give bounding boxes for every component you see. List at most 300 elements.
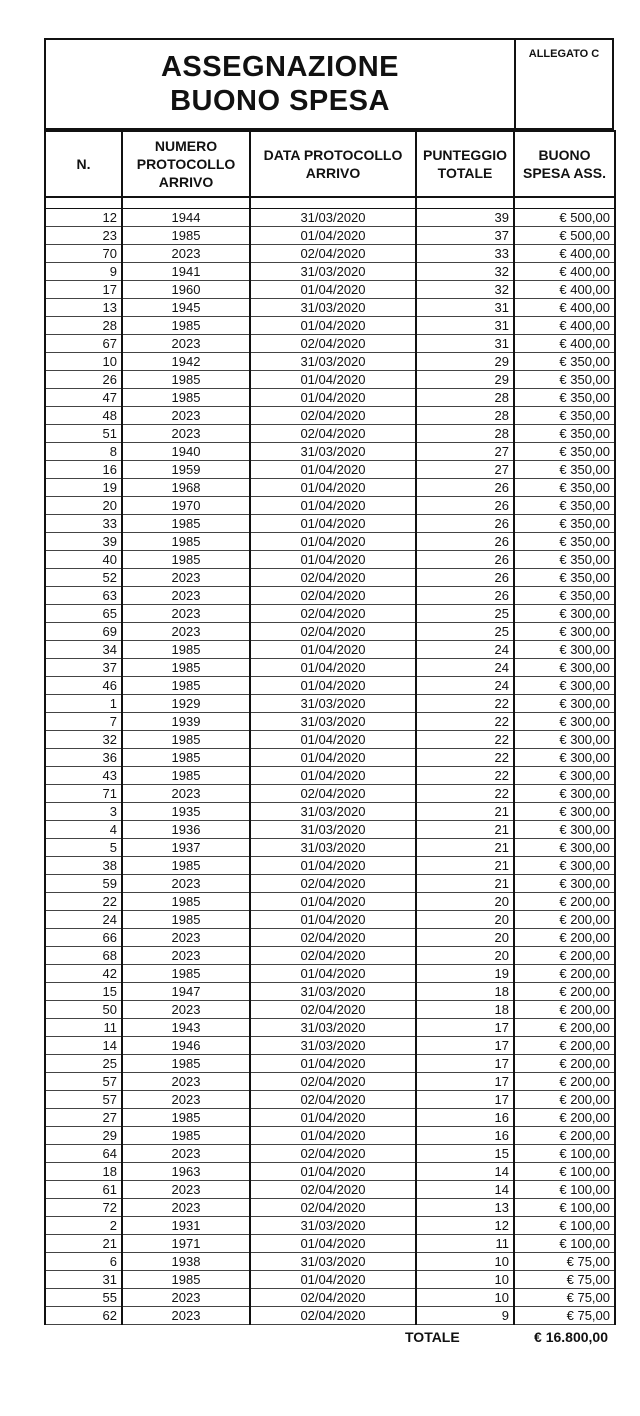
cell-data: 01/04/2020	[250, 731, 416, 749]
cell-n: 59	[45, 875, 122, 893]
cell-buono: € 350,00	[514, 533, 615, 551]
cell-protocollo: 2023	[122, 929, 250, 947]
cell-n: 18	[45, 1163, 122, 1181]
cell-n: 63	[45, 587, 122, 605]
cell-buono: € 200,00	[514, 1019, 615, 1037]
cell-protocollo: 1985	[122, 911, 250, 929]
cell-data: 31/03/2020	[250, 839, 416, 857]
table-row	[45, 677, 615, 695]
cell-data: 01/04/2020	[250, 749, 416, 767]
cell-data: 01/04/2020	[250, 389, 416, 407]
header-buono: BUONO SPESA ASS.	[514, 131, 615, 197]
table-row	[45, 1253, 615, 1271]
cell-data: 01/04/2020	[250, 893, 416, 911]
cell-n: 28	[45, 317, 122, 335]
allegato-label: ALLEGATO C	[528, 48, 600, 60]
cell-buono: € 75,00	[514, 1289, 615, 1307]
cell-buono: € 100,00	[514, 1217, 615, 1235]
cell-punteggio: 37	[416, 227, 514, 245]
header-protocollo: NUMERO PROTOCOLLO ARRIVO	[122, 131, 250, 197]
cell-buono: € 100,00	[514, 1145, 615, 1163]
cell-protocollo: 1985	[122, 1127, 250, 1145]
cell-n: 33	[45, 515, 122, 533]
table-row	[45, 821, 615, 839]
cell-punteggio: 24	[416, 677, 514, 695]
cell-data: 31/03/2020	[250, 1217, 416, 1235]
cell-protocollo: 1985	[122, 677, 250, 695]
cell-protocollo: 1985	[122, 551, 250, 569]
cell-protocollo: 1946	[122, 1037, 250, 1055]
table-row	[45, 281, 615, 299]
cell-buono: € 350,00	[514, 461, 615, 479]
cell-protocollo: 2023	[122, 1307, 250, 1325]
cell-punteggio: 22	[416, 749, 514, 767]
cell-n: 13	[45, 299, 122, 317]
table-row	[45, 947, 615, 965]
cell-punteggio: 17	[416, 1037, 514, 1055]
cell-data: 01/04/2020	[250, 1271, 416, 1289]
cell-n: 38	[45, 857, 122, 875]
cell-punteggio: 26	[416, 533, 514, 551]
cell-protocollo: 1960	[122, 281, 250, 299]
cell-punteggio: 25	[416, 623, 514, 641]
table-row	[45, 587, 615, 605]
title-box	[46, 40, 516, 128]
cell-protocollo: 2023	[122, 1091, 250, 1109]
cell-punteggio: 10	[416, 1289, 514, 1307]
cell-n: 70	[45, 245, 122, 263]
cell-buono: € 300,00	[514, 857, 615, 875]
cell-n: 3	[45, 803, 122, 821]
assegnazione-table	[44, 130, 616, 1325]
document-sheet	[44, 38, 614, 1345]
cell-buono: € 200,00	[514, 1001, 615, 1019]
cell-buono: € 400,00	[514, 299, 615, 317]
cell-punteggio: 29	[416, 371, 514, 389]
cell-n: 65	[45, 605, 122, 623]
cell-n: 7	[45, 713, 122, 731]
cell-protocollo: 1971	[122, 1235, 250, 1253]
cell-protocollo: 2023	[122, 1289, 250, 1307]
cell-n: 26	[45, 371, 122, 389]
cell-data: 01/04/2020	[250, 677, 416, 695]
cell-protocollo: 1929	[122, 695, 250, 713]
cell-buono: € 300,00	[514, 839, 615, 857]
cell-data: 01/04/2020	[250, 479, 416, 497]
table-row	[45, 407, 615, 425]
cell-protocollo: 2023	[122, 605, 250, 623]
cell-data: 31/03/2020	[250, 443, 416, 461]
cell-protocollo: 1985	[122, 1055, 250, 1073]
cell-protocollo: 1941	[122, 263, 250, 281]
table-row	[45, 893, 615, 911]
totale-value: € 16.800,00	[534, 1329, 608, 1345]
table-row	[45, 713, 615, 731]
cell-n: 40	[45, 551, 122, 569]
table-row	[45, 695, 615, 713]
cell-punteggio: 32	[416, 263, 514, 281]
table-row	[45, 875, 615, 893]
cell-data: 01/04/2020	[250, 641, 416, 659]
cell-protocollo: 1942	[122, 353, 250, 371]
cell-n: 55	[45, 1289, 122, 1307]
cell-punteggio: 20	[416, 929, 514, 947]
cell-n: 12	[45, 209, 122, 227]
cell-punteggio: 22	[416, 713, 514, 731]
totale-row	[44, 1329, 614, 1345]
table-row	[45, 569, 615, 587]
cell-buono: € 500,00	[514, 227, 615, 245]
cell-buono: € 350,00	[514, 407, 615, 425]
cell-punteggio: 28	[416, 389, 514, 407]
cell-data: 01/04/2020	[250, 551, 416, 569]
cell-punteggio: 19	[416, 965, 514, 983]
cell-buono: € 100,00	[514, 1235, 615, 1253]
cell-buono: € 200,00	[514, 1055, 615, 1073]
table-row	[45, 1271, 615, 1289]
table-row	[45, 317, 615, 335]
cell-punteggio: 22	[416, 785, 514, 803]
cell-data: 31/03/2020	[250, 821, 416, 839]
table-row	[45, 1199, 615, 1217]
cell-protocollo: 1985	[122, 515, 250, 533]
cell-data: 01/04/2020	[250, 281, 416, 299]
cell-data: 02/04/2020	[250, 335, 416, 353]
cell-buono: € 200,00	[514, 1073, 615, 1091]
cell-data: 01/04/2020	[250, 1235, 416, 1253]
table-row	[45, 857, 615, 875]
cell-punteggio: 26	[416, 551, 514, 569]
cell-punteggio: 24	[416, 659, 514, 677]
table-row	[45, 371, 615, 389]
cell-n: 19	[45, 479, 122, 497]
table-row	[45, 551, 615, 569]
cell-n: 29	[45, 1127, 122, 1145]
cell-data: 02/04/2020	[250, 1073, 416, 1091]
cell-data: 01/04/2020	[250, 659, 416, 677]
cell-n: 61	[45, 1181, 122, 1199]
cell-punteggio: 18	[416, 983, 514, 1001]
page-title-line2: BUONO SPESA	[170, 85, 390, 117]
cell-n: 37	[45, 659, 122, 677]
table-row	[45, 245, 615, 263]
table-row	[45, 1001, 615, 1019]
header-punteggio: PUNTEGGIO TOTALE	[416, 131, 514, 197]
cell-data: 31/03/2020	[250, 353, 416, 371]
cell-protocollo: 2023	[122, 947, 250, 965]
cell-protocollo: 2023	[122, 1001, 250, 1019]
table-row	[45, 1055, 615, 1073]
cell-data: 02/04/2020	[250, 1091, 416, 1109]
cell-punteggio: 17	[416, 1055, 514, 1073]
cell-punteggio: 9	[416, 1307, 514, 1325]
table-row	[45, 353, 615, 371]
table-row	[45, 605, 615, 623]
cell-protocollo: 1985	[122, 965, 250, 983]
cell-n: 1	[45, 695, 122, 713]
cell-n: 69	[45, 623, 122, 641]
table-row	[45, 479, 615, 497]
cell-data: 01/04/2020	[250, 1109, 416, 1127]
cell-protocollo: 1985	[122, 317, 250, 335]
cell-n: 64	[45, 1145, 122, 1163]
cell-data: 01/04/2020	[250, 227, 416, 245]
cell-data: 02/04/2020	[250, 1199, 416, 1217]
cell-protocollo: 1947	[122, 983, 250, 1001]
cell-punteggio: 24	[416, 641, 514, 659]
cell-buono: € 350,00	[514, 425, 615, 443]
cell-buono: € 200,00	[514, 1091, 615, 1109]
cell-punteggio: 21	[416, 839, 514, 857]
cell-data: 31/03/2020	[250, 1019, 416, 1037]
cell-protocollo: 1959	[122, 461, 250, 479]
cell-data: 01/04/2020	[250, 1055, 416, 1073]
cell-n: 57	[45, 1073, 122, 1091]
cell-punteggio: 32	[416, 281, 514, 299]
cell-n: 72	[45, 1199, 122, 1217]
cell-punteggio: 17	[416, 1073, 514, 1091]
table-row	[45, 803, 615, 821]
cell-buono: € 300,00	[514, 713, 615, 731]
cell-buono: € 350,00	[514, 497, 615, 515]
cell-punteggio: 26	[416, 497, 514, 515]
cell-buono: € 350,00	[514, 389, 615, 407]
header-n: N.	[45, 131, 122, 197]
cell-n: 50	[45, 1001, 122, 1019]
table-row	[45, 1163, 615, 1181]
table-row	[45, 1037, 615, 1055]
table-row	[45, 1217, 615, 1235]
cell-buono: € 300,00	[514, 695, 615, 713]
cell-buono: € 300,00	[514, 659, 615, 677]
cell-protocollo: 1938	[122, 1253, 250, 1271]
cell-punteggio: 27	[416, 461, 514, 479]
title-block	[44, 38, 614, 130]
cell-data: 01/04/2020	[250, 371, 416, 389]
cell-data: 02/04/2020	[250, 929, 416, 947]
cell-punteggio: 28	[416, 425, 514, 443]
cell-n: 20	[45, 497, 122, 515]
cell-protocollo: 1943	[122, 1019, 250, 1037]
cell-n: 15	[45, 983, 122, 1001]
cell-protocollo: 1985	[122, 1271, 250, 1289]
table-row	[45, 1073, 615, 1091]
cell-data: 31/03/2020	[250, 983, 416, 1001]
cell-data: 31/03/2020	[250, 299, 416, 317]
cell-buono: € 200,00	[514, 1127, 615, 1145]
cell-protocollo: 1931	[122, 1217, 250, 1235]
cell-n: 17	[45, 281, 122, 299]
table-row	[45, 983, 615, 1001]
cell-punteggio: 13	[416, 1199, 514, 1217]
cell-n: 9	[45, 263, 122, 281]
cell-buono: € 100,00	[514, 1199, 615, 1217]
cell-punteggio: 33	[416, 245, 514, 263]
cell-punteggio: 28	[416, 407, 514, 425]
cell-protocollo: 1985	[122, 641, 250, 659]
cell-protocollo: 2023	[122, 1181, 250, 1199]
table-row	[45, 839, 615, 857]
cell-protocollo: 1985	[122, 371, 250, 389]
cell-data: 31/03/2020	[250, 713, 416, 731]
cell-data: 01/04/2020	[250, 497, 416, 515]
cell-punteggio: 27	[416, 443, 514, 461]
cell-punteggio: 31	[416, 299, 514, 317]
cell-n: 34	[45, 641, 122, 659]
table-row	[45, 533, 615, 551]
cell-punteggio: 17	[416, 1091, 514, 1109]
spacer-cell	[514, 197, 615, 209]
cell-buono: € 300,00	[514, 821, 615, 839]
table-header-row	[45, 131, 615, 197]
cell-protocollo: 1985	[122, 767, 250, 785]
cell-protocollo: 2023	[122, 245, 250, 263]
cell-buono: € 75,00	[514, 1253, 615, 1271]
cell-data: 01/04/2020	[250, 317, 416, 335]
cell-data: 01/04/2020	[250, 911, 416, 929]
table-row	[45, 1109, 615, 1127]
table-row	[45, 443, 615, 461]
cell-punteggio: 25	[416, 605, 514, 623]
cell-data: 02/04/2020	[250, 1001, 416, 1019]
table-row	[45, 1091, 615, 1109]
table-row	[45, 425, 615, 443]
cell-protocollo: 1940	[122, 443, 250, 461]
cell-buono: € 350,00	[514, 569, 615, 587]
cell-n: 47	[45, 389, 122, 407]
cell-buono: € 200,00	[514, 965, 615, 983]
cell-buono: € 300,00	[514, 623, 615, 641]
cell-punteggio: 12	[416, 1217, 514, 1235]
table-row	[45, 731, 615, 749]
cell-buono: € 400,00	[514, 245, 615, 263]
cell-data: 01/04/2020	[250, 533, 416, 551]
cell-buono: € 100,00	[514, 1181, 615, 1199]
cell-n: 4	[45, 821, 122, 839]
cell-punteggio: 21	[416, 875, 514, 893]
cell-data: 02/04/2020	[250, 1307, 416, 1325]
table-row	[45, 1289, 615, 1307]
cell-protocollo: 2023	[122, 623, 250, 641]
cell-data: 02/04/2020	[250, 623, 416, 641]
table-row	[45, 497, 615, 515]
cell-data: 31/03/2020	[250, 803, 416, 821]
cell-data: 02/04/2020	[250, 1289, 416, 1307]
cell-buono: € 300,00	[514, 605, 615, 623]
cell-n: 67	[45, 335, 122, 353]
cell-protocollo: 1963	[122, 1163, 250, 1181]
spacer-cell	[45, 197, 122, 209]
cell-n: 31	[45, 1271, 122, 1289]
cell-n: 16	[45, 461, 122, 479]
table-row	[45, 1145, 615, 1163]
cell-punteggio: 18	[416, 1001, 514, 1019]
table-row	[45, 749, 615, 767]
cell-protocollo: 2023	[122, 785, 250, 803]
cell-data: 31/03/2020	[250, 695, 416, 713]
table-row	[45, 641, 615, 659]
table-row	[45, 965, 615, 983]
cell-protocollo: 2023	[122, 569, 250, 587]
cell-buono: € 400,00	[514, 263, 615, 281]
cell-buono: € 300,00	[514, 677, 615, 695]
cell-data: 31/03/2020	[250, 1253, 416, 1271]
table-row	[45, 335, 615, 353]
cell-buono: € 300,00	[514, 731, 615, 749]
table-row	[45, 1127, 615, 1145]
cell-punteggio: 22	[416, 767, 514, 785]
cell-protocollo: 1985	[122, 389, 250, 407]
cell-buono: € 200,00	[514, 1109, 615, 1127]
cell-data: 02/04/2020	[250, 425, 416, 443]
cell-data: 01/04/2020	[250, 461, 416, 479]
cell-n: 62	[45, 1307, 122, 1325]
cell-punteggio: 10	[416, 1253, 514, 1271]
cell-protocollo: 1985	[122, 659, 250, 677]
cell-punteggio: 29	[416, 353, 514, 371]
spacer-cell	[416, 197, 514, 209]
cell-n: 21	[45, 1235, 122, 1253]
cell-n: 10	[45, 353, 122, 371]
spacer-row	[45, 197, 615, 209]
cell-n: 25	[45, 1055, 122, 1073]
cell-punteggio: 26	[416, 569, 514, 587]
spacer-cell	[122, 197, 250, 209]
cell-data: 02/04/2020	[250, 245, 416, 263]
cell-punteggio: 14	[416, 1163, 514, 1181]
cell-data: 01/04/2020	[250, 857, 416, 875]
cell-protocollo: 1939	[122, 713, 250, 731]
cell-buono: € 400,00	[514, 281, 615, 299]
cell-punteggio: 16	[416, 1127, 514, 1145]
cell-protocollo: 1985	[122, 533, 250, 551]
header-data: DATA PROTOCOLLO ARRIVO	[250, 131, 416, 197]
table-row	[45, 1307, 615, 1325]
cell-punteggio: 21	[416, 821, 514, 839]
cell-data: 31/03/2020	[250, 209, 416, 227]
cell-punteggio: 31	[416, 317, 514, 335]
cell-n: 27	[45, 1109, 122, 1127]
cell-buono: € 300,00	[514, 641, 615, 659]
cell-buono: € 75,00	[514, 1271, 615, 1289]
cell-n: 8	[45, 443, 122, 461]
cell-n: 39	[45, 533, 122, 551]
cell-protocollo: 2023	[122, 1073, 250, 1091]
cell-punteggio: 20	[416, 947, 514, 965]
cell-buono: € 350,00	[514, 479, 615, 497]
cell-buono: € 200,00	[514, 1037, 615, 1055]
cell-punteggio: 22	[416, 695, 514, 713]
cell-protocollo: 1985	[122, 731, 250, 749]
cell-protocollo: 1985	[122, 893, 250, 911]
cell-buono: € 75,00	[514, 1307, 615, 1325]
cell-protocollo: 2023	[122, 425, 250, 443]
cell-buono: € 300,00	[514, 767, 615, 785]
table-row	[45, 1235, 615, 1253]
table-row	[45, 623, 615, 641]
cell-protocollo: 1985	[122, 857, 250, 875]
cell-protocollo: 2023	[122, 407, 250, 425]
cell-data: 01/04/2020	[250, 1163, 416, 1181]
cell-protocollo: 1935	[122, 803, 250, 821]
cell-protocollo: 1970	[122, 497, 250, 515]
cell-n: 66	[45, 929, 122, 947]
cell-n: 23	[45, 227, 122, 245]
cell-buono: € 200,00	[514, 929, 615, 947]
cell-buono: € 350,00	[514, 371, 615, 389]
table-row	[45, 299, 615, 317]
cell-n: 14	[45, 1037, 122, 1055]
